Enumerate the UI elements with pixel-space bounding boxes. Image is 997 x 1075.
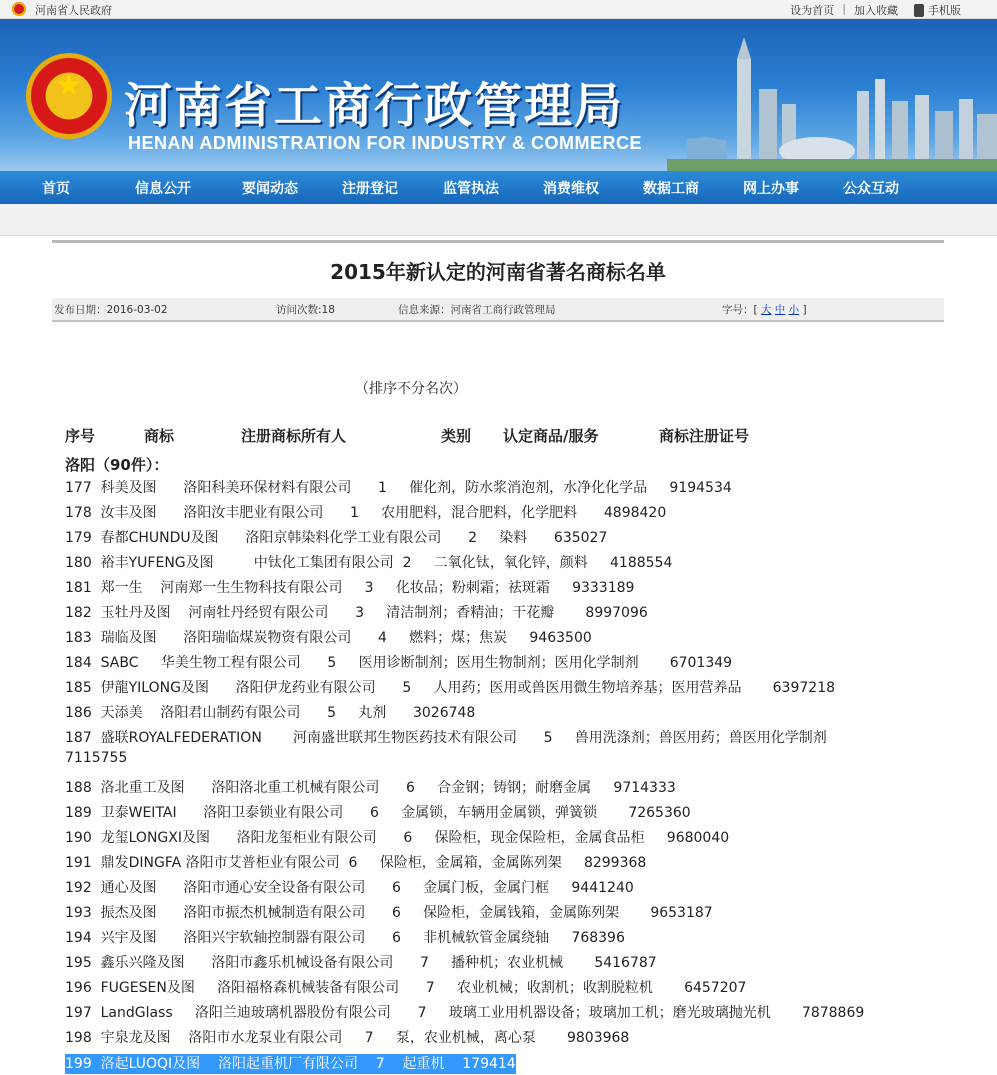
nav-online-services[interactable]: 网上办事 — [743, 181, 799, 197]
sub-nav-bar — [0, 204, 997, 236]
nav-data[interactable]: 数据工商 — [643, 181, 699, 197]
list-item: 177 科美及图 洛阳科美环保材料有限公司 1 催化剂，防水浆消泡剂，水净化化学品 9194534 — [65, 480, 732, 496]
list-item: 198 宇泉龙及图 洛阳市水龙泵业有限公司 7 泵，农业机械，离心泵 9803968 — [65, 1030, 630, 1046]
font-large-link[interactable]: 大 — [760, 304, 772, 316]
font-size-close: ] — [802, 304, 807, 316]
site-banner — [0, 19, 997, 171]
list-item: 181 郑一生 河南郑一生生物科技有限公司 3 化妆品；粉刺霜；祛斑霜 9333189 — [65, 580, 635, 596]
list-item: 192 通心及图 洛阳市通心安全设备有限公司 6 金属门板，金属门框 9441240 — [65, 880, 634, 896]
top-links — [782, 2, 969, 18]
list-item: 180 裕丰YUFENG及图 中钛化工集团有限公司 2 二氧化钛，氧化锌，颜料 4188554 — [65, 555, 673, 571]
nav-home[interactable]: 首页 — [42, 181, 70, 197]
col-owner: 注册商标所有人 — [241, 427, 347, 445]
list-item-selected: 199 洛起LUOQI及图 洛阳起重机厂有限公司 7 起重机 179414 — [65, 1056, 516, 1072]
list-item: 183 瑞临及图 洛阳瑞临煤炭物资有限公司 4 燃料；煤；焦炭 9463500 — [65, 630, 592, 646]
article-title: 2015年新认定的河南省著名商标名单 — [330, 260, 666, 284]
top-utility-bar — [0, 0, 997, 19]
ranking-note: （排序不分名次） — [355, 381, 467, 397]
site-title: 河南省工商行政管理局 — [124, 78, 625, 134]
region-heading: 洛阳（90件）： — [65, 456, 169, 474]
add-favorite-link[interactable]: 加入收藏 — [854, 4, 898, 17]
nav-news[interactable]: 要闻动态 — [242, 181, 298, 197]
list-item: 191 鼎发DINGFA 洛阳市艾普柜业有限公司 6 保险柜，金属箱，金属陈列架 8299368 — [65, 855, 647, 871]
nav-public-interaction[interactable]: 公众互动 — [843, 181, 899, 197]
col-registration-no: 商标注册证号 — [659, 427, 750, 445]
mobile-label: 手机版 — [928, 4, 961, 17]
list-item: 190 龙玺LONGXI及图 洛阳龙玺柜业有限公司 6 保险柜，现金保险柜，金属食品柜 9680040 — [65, 830, 730, 846]
publish-date: 发布日期：2016-03-02 — [54, 304, 168, 316]
link-separator: | — [842, 2, 846, 15]
article-meta-bar — [52, 298, 944, 322]
nav-consumer-rights[interactable]: 消费维权 — [543, 181, 599, 197]
list-item: 187 盛联ROYALFEDERATION 河南盛世联邦生物医药技术有限公司 5 兽用洗涤剂；兽医用药；兽医用化学制剂 7115755 — [65, 730, 827, 766]
list-item: 178 汝丰及图 洛阳汝丰肥业有限公司 1 农用肥料，混合肥料，化学肥料 4898420 — [65, 505, 667, 521]
col-number: 序号 — [65, 427, 96, 445]
visit-count: 访问次数:18 — [276, 304, 335, 316]
list-item: 193 振杰及图 洛阳市振杰机械制造有限公司 6 保险柜，金属钱箱，金属陈列架 9653187 — [65, 905, 713, 921]
gov-link[interactable]: 河南省人民政府 — [35, 4, 112, 17]
list-item: 185 伊龍YILONG及图 洛阳伊龙药业有限公司 5 人用药；医用或兽医用微生物培养基；医用营养品 6397218 — [65, 680, 836, 696]
list-item: 186 天添美 洛阳君山制药有限公司 5 丸剂 3026748 — [65, 705, 476, 721]
article-top-rule — [52, 240, 944, 243]
list-item: 197 LandGlass 洛阳兰迪玻璃机器股份有限公司 7 玻璃工业用机器设备；玻璃加工机；磨光玻璃抛光机 7878869 — [65, 1005, 865, 1021]
site-title-english: HENAN ADMINISTRATION FOR INDUSTRY & COMMERCE — [128, 133, 642, 153]
national-emblem-logo: ★ — [26, 53, 112, 139]
nav-supervision[interactable]: 监管执法 — [443, 181, 499, 197]
col-goods-services: 认定商品/服务 — [503, 427, 599, 445]
main-nav — [0, 171, 997, 204]
list-item: 188 洛北重工及图 洛阳洛北重工机械有限公司 6 合金钢；铸钢；耐磨金属 9714333 — [65, 780, 676, 796]
list-item: 182 玉牡丹及图 河南牡丹经贸有限公司 3 清洁制剂；香精油；干花瓣 8997096 — [65, 605, 648, 621]
list-item: 194 兴宇及图 洛阳兴宇软轴控制器有限公司 6 非机械软管金属绕轴 768396 — [65, 930, 625, 946]
col-class: 类别 — [441, 427, 472, 445]
font-medium-link[interactable]: 中 — [774, 304, 786, 316]
nav-registration[interactable]: 注册登记 — [342, 181, 398, 197]
set-home-link[interactable]: 设为首页 — [790, 4, 835, 17]
city-skyline-image — [667, 19, 997, 171]
font-small-link[interactable]: 小 — [788, 304, 800, 316]
list-item: 196 FUGESEN及图 洛阳福格森机械装备有限公司 7 农业机械；收割机；收割脱粒机 6457207 — [65, 980, 747, 996]
nav-info-disclosure[interactable]: 信息公开 — [135, 181, 191, 197]
list-item: 195 鑫乐兴隆及图 洛阳市鑫乐机械设备有限公司 7 播种机；农业机械 5416787 — [65, 955, 657, 971]
trademark-list — [65, 478, 935, 1074]
list-item: 179 春都CHUNDU及图 洛阳京韩染料化学工业有限公司 2 染料 635027 — [65, 530, 608, 546]
info-source: 信息来源：河南省工商行政管理局 — [398, 304, 556, 316]
col-trademark: 商标 — [144, 427, 175, 445]
list-item: 184 SABC 华美生物工程有限公司 5 医用诊断制剂；医用生物制剂；医用化学制剂 6701349 — [65, 655, 733, 671]
list-item: 189 卫泰WEITAI 洛阳卫泰锁业有限公司 6 金属锁，车辆用金属锁，弹簧锁 7265360 — [65, 805, 691, 821]
font-size-label: 字号：[ — [722, 304, 758, 316]
national-emblem-icon — [12, 2, 26, 16]
mobile-link[interactable] — [906, 2, 969, 18]
phone-icon — [914, 4, 924, 17]
font-size-control — [722, 302, 807, 317]
